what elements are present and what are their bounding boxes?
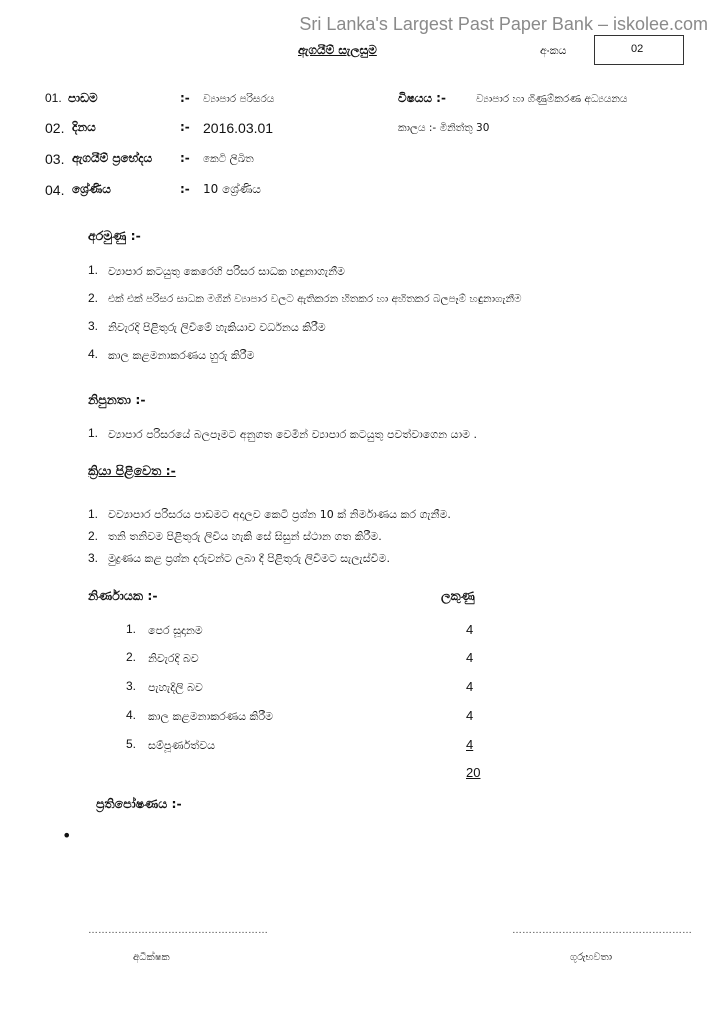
ankaya-box	[594, 35, 684, 65]
info-row4-label: ශ්‍රේණිය	[72, 182, 111, 196]
teacher-signature-line: ………………………………………………	[512, 925, 692, 936]
info-row2-label2: කාලය :- මිනිත්තු 30	[398, 122, 490, 134]
criteria-label: සම්පූර්ණත්වය	[148, 739, 216, 752]
objective-num: 2.	[88, 291, 99, 305]
criteria-marks: 4	[466, 708, 474, 723]
criteria-marks: 4	[466, 737, 474, 752]
procedure-item: තනි තනිවම පිළිතුරු ලිවිය හැකි සේ සිසුන් ස්ථාන ගත කිරීම.	[108, 530, 382, 543]
info-row1-num: 01.	[45, 91, 62, 105]
info-row4-sep: :-	[180, 182, 190, 196]
objective-item: නිවැරදි පිළිතුරු ලිවීමේ හැකියාව වර්ධනය කිරීම	[108, 321, 326, 334]
procedure-num: 3.	[88, 551, 99, 565]
info-row1-value: ව්‍යාපාර පරිසරය	[203, 93, 275, 105]
criteria-marks: 4	[466, 622, 474, 637]
supervisor-label: අධීක්ෂක	[133, 952, 170, 963]
info-row2-label: දිනය	[72, 120, 96, 134]
objective-item: ව්‍යාපාර කටයුතු කෙරෙහි පරිසර සාධක හඳුනාගැනීම	[108, 265, 345, 278]
objective-num: 3.	[88, 319, 99, 333]
criteria-num: 4.	[126, 708, 137, 722]
criteria-total: 20	[466, 765, 481, 780]
criteria-label: කාල කළමනාකරණය කිරීම	[148, 710, 274, 723]
marks-heading: ලකුණු	[441, 588, 475, 603]
objectives-heading: අරමුණු :-	[88, 228, 141, 243]
criteria-marks: 4	[466, 679, 474, 694]
criteria-marks: 4	[466, 650, 474, 665]
objective-num: 1.	[88, 263, 99, 277]
procedure-item: වව්‍යාපාර පරිසරය පාඩමට අදාලව කෙටි ප්‍රශ්න 10 ක් නිර්මාණය කර ගැනීම.	[108, 508, 451, 521]
info-row1-label: පාඩම	[68, 91, 98, 105]
info-row4-value: 10 ශ්‍රේණිය	[203, 182, 261, 196]
objective-num: 4.	[88, 347, 99, 361]
criteria-heading: නිර්ණායක :-	[88, 588, 158, 603]
ankaya-label: අංකය	[540, 44, 567, 57]
competency-item: ව්‍යාපාර පරිසරයේ බලපෑමට අනුගත වෙමින් ව්‍යාපාර කටයුතු පවත්වාගෙන යාම .	[108, 428, 477, 441]
objective-item: කාල කළමනාකරණය හුරු කිරීම	[108, 349, 255, 362]
info-row1-sep: :-	[180, 91, 190, 105]
ankaya-value: 02	[631, 43, 644, 55]
procedure-item: මුද්‍රණය කළ ප්‍රශ්න දරුවන්ට ලබා දී පිළිතුරු ලිවීමට සැලැස්වීම.	[108, 552, 390, 565]
info-row3-value: කෙටි ලිඛිත	[203, 153, 254, 165]
info-row1-value2: ව්‍යාපාර හා ගිණුම්කරණ අධ්‍යයනය	[476, 93, 628, 105]
info-row1-label2: විෂයය :-	[398, 91, 446, 105]
info-row2-sep: :-	[180, 120, 190, 134]
procedure-num: 2.	[88, 529, 99, 543]
info-row4-num: 04.	[45, 182, 65, 198]
watermark-text: Sri Lanka's Largest Past Paper Bank – iskolee.com	[299, 14, 708, 34]
info-row3-sep: :-	[180, 151, 190, 165]
info-row2-num: 02.	[45, 120, 65, 136]
criteria-num: 3.	[126, 679, 137, 693]
criteria-num: 1.	[126, 622, 137, 636]
procedure-num: 1.	[88, 507, 99, 521]
objective-item: එක් එක් පරිසර සාධක මගින් ව්‍යාපාර වලට ඇතිකරන හිතකර හා අහිතකර බලපෑම් හඳුනාගැනීම	[108, 293, 522, 305]
procedure-heading: ක්‍රියා පිළිවෙත :-	[88, 463, 176, 478]
criteria-label: පැහැදිලි බව	[148, 681, 203, 694]
competency-heading: නිපුනතා :-	[88, 392, 146, 407]
info-row3-label: ඇගයීම් ප්‍රභේදය	[72, 151, 153, 165]
criteria-num: 2.	[126, 650, 137, 664]
competency-num: 1.	[88, 426, 99, 440]
feedback-heading: ප්‍රතිපෝෂණය :-	[96, 796, 182, 811]
criteria-num: 5.	[126, 737, 137, 751]
criteria-label: පෙර සූදානම	[148, 624, 203, 637]
feedback-bullet: •	[62, 826, 72, 845]
teacher-label: ගුරුභවතා	[570, 952, 612, 963]
info-row2-value: 2016.03.01	[203, 120, 274, 136]
page-title: ඇගයීම් සැලසුම	[298, 43, 377, 57]
supervisor-signature-line: ………………………………………………	[88, 925, 268, 936]
criteria-label: නිවැරදි බව	[148, 652, 199, 665]
info-row3-num: 03.	[45, 151, 65, 167]
